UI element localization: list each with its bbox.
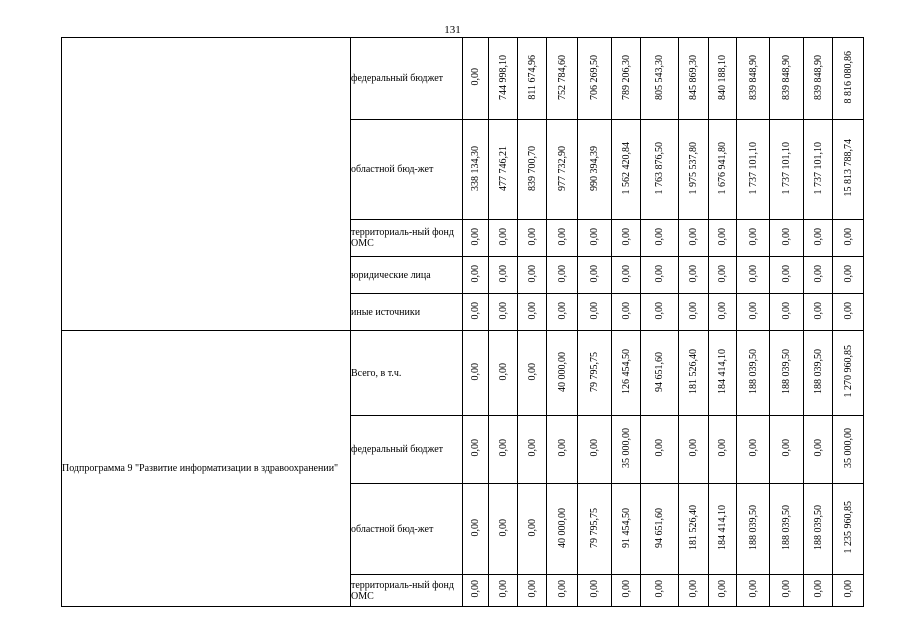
amount-value: 0,00 [781, 264, 792, 283]
amount-value: 0,00 [842, 264, 854, 283]
amount-cell [709, 257, 737, 294]
amount-value: 0,00 [747, 439, 759, 457]
amount-cell [833, 120, 864, 220]
amount-cell [518, 257, 547, 294]
amount-value: 188 039,50 [781, 505, 792, 550]
amount-value: 35 000,00 [842, 428, 854, 468]
amount-cell [463, 575, 489, 607]
amount-cell [489, 294, 518, 331]
amount-value: 839 848,90 [812, 54, 824, 100]
amount-value: 0,00 [497, 518, 509, 537]
amount-value: 805 543,30 [654, 54, 665, 100]
amount-cell [578, 120, 612, 220]
funding-source-cell: областной бюд-жет [351, 120, 463, 220]
amount-cell [833, 220, 864, 257]
amount-value: 0,00 [747, 227, 759, 246]
amount-cell [679, 575, 709, 607]
amount-cell [463, 331, 489, 416]
amount-cell [737, 575, 770, 607]
amount-value: 94 651,60 [654, 507, 665, 548]
amount-cell [578, 484, 612, 575]
amount-cell [804, 257, 833, 294]
amount-cell [612, 416, 641, 484]
amount-value: 40 000,00 [556, 507, 568, 548]
amount-value: 0,00 [842, 227, 854, 246]
amount-value: 0,00 [620, 227, 632, 246]
amount-cell [518, 120, 547, 220]
amount-value: 1 737 101,10 [747, 141, 759, 195]
amount-value: 845 869,30 [688, 54, 699, 100]
amount-cell [737, 257, 770, 294]
amount-value: 0,00 [688, 580, 699, 598]
amount-value: 0,00 [812, 580, 824, 598]
amount-cell [804, 484, 833, 575]
amount-cell [737, 331, 770, 416]
amount-cell [641, 331, 679, 416]
amount-value: 990 394,39 [589, 145, 600, 191]
amount-value: 0,00 [556, 264, 568, 283]
amount-value: 839 700,70 [526, 145, 538, 191]
amount-value: 0,00 [620, 580, 632, 598]
amount-value: 0,00 [526, 580, 538, 598]
funding-source-cell: федеральный бюджет [351, 416, 463, 484]
amount-value: 1 235 960,85 [842, 501, 854, 554]
amount-cell [547, 294, 578, 331]
amount-cell [547, 331, 578, 416]
amount-value: 181 526,40 [688, 505, 699, 550]
amount-value: 0,00 [688, 439, 699, 457]
amount-cell [547, 575, 578, 607]
amount-value: 839 848,90 [747, 54, 759, 100]
amount-value: 1 270 960,85 [842, 345, 854, 398]
amount-cell [578, 220, 612, 257]
table-row [62, 38, 864, 120]
amount-value: 0,00 [526, 227, 538, 246]
amount-cell [463, 220, 489, 257]
amount-cell [737, 220, 770, 257]
amount-cell [547, 120, 578, 220]
amount-value: 0,00 [470, 68, 481, 86]
amount-cell [737, 294, 770, 331]
amount-cell [489, 257, 518, 294]
amount-value: 840 188,10 [717, 54, 728, 100]
amount-cell [709, 120, 737, 220]
budget-table [61, 37, 864, 607]
amount-cell [770, 294, 804, 331]
amount-value: 0,00 [717, 580, 728, 598]
amount-value: 0,00 [812, 264, 824, 283]
amount-value: 0,00 [556, 580, 568, 598]
amount-cell [612, 331, 641, 416]
amount-value: 0,00 [717, 264, 728, 283]
amount-cell [641, 484, 679, 575]
amount-value: 0,00 [717, 439, 728, 457]
amount-value: 0,00 [556, 301, 568, 320]
amount-value: 188 039,50 [781, 349, 792, 394]
amount-value: 1 737 101,10 [781, 141, 792, 195]
amount-value: 1 562 420,84 [620, 141, 632, 195]
amount-value: 126 454,50 [620, 349, 632, 394]
amount-cell [804, 220, 833, 257]
amount-value: 0,00 [688, 227, 699, 246]
amount-value: 0,00 [620, 301, 632, 320]
amount-value: 0,00 [470, 439, 481, 457]
amount-value: 188 039,50 [747, 349, 759, 394]
amount-value: 0,00 [589, 264, 600, 283]
amount-value: 35 000,00 [620, 428, 632, 468]
amount-cell [612, 484, 641, 575]
amount-cell [641, 257, 679, 294]
amount-value: 0,00 [470, 518, 481, 537]
amount-cell [709, 220, 737, 257]
amount-value: 0,00 [556, 227, 568, 246]
amount-value: 0,00 [654, 227, 665, 246]
amount-cell [709, 38, 737, 120]
amount-value: 0,00 [589, 439, 600, 457]
amount-value: 0,00 [589, 227, 600, 246]
amount-value: 0,00 [688, 264, 699, 283]
amount-value: 94 651,60 [654, 351, 665, 392]
amount-cell [833, 484, 864, 575]
amount-cell [641, 38, 679, 120]
amount-cell [518, 331, 547, 416]
amount-value: 8 816 080,86 [842, 50, 854, 104]
amount-cell [679, 484, 709, 575]
amount-value: 0,00 [526, 362, 538, 381]
program-name-cell: Подпрограмма 9 "Развитие информатизации в здравоохранении" [62, 331, 351, 607]
amount-value: 0,00 [717, 227, 728, 246]
amount-cell [737, 484, 770, 575]
amount-value: 0,00 [470, 301, 481, 320]
amount-cell [641, 575, 679, 607]
amount-cell [679, 294, 709, 331]
amount-value: 0,00 [470, 362, 481, 381]
amount-cell [770, 220, 804, 257]
amount-value: 0,00 [497, 362, 509, 381]
amount-value: 15 813 788,74 [842, 139, 854, 197]
amount-value: 0,00 [526, 264, 538, 283]
page-number: 131 [444, 24, 461, 36]
amount-cell [770, 257, 804, 294]
amount-cell [679, 331, 709, 416]
amount-value: 0,00 [526, 301, 538, 320]
amount-value: 188 039,50 [747, 505, 759, 550]
amount-value: 0,00 [747, 301, 759, 320]
amount-cell [709, 294, 737, 331]
amount-value: 744 998,10 [497, 54, 509, 100]
amount-value: 0,00 [589, 580, 600, 598]
amount-cell [489, 416, 518, 484]
amount-cell [489, 484, 518, 575]
amount-cell [804, 416, 833, 484]
amount-cell [679, 220, 709, 257]
amount-value: 0,00 [812, 227, 824, 246]
amount-cell [612, 220, 641, 257]
amount-cell [518, 484, 547, 575]
amount-cell [612, 257, 641, 294]
amount-value: 839 848,90 [781, 54, 792, 100]
amount-cell [804, 120, 833, 220]
amount-cell [709, 416, 737, 484]
amount-value: 0,00 [470, 264, 481, 283]
amount-value: 1 737 101,10 [812, 141, 824, 195]
amount-value: 0,00 [654, 580, 665, 598]
table-body [62, 38, 864, 607]
amount-value: 184 414,10 [717, 349, 728, 394]
amount-cell [489, 575, 518, 607]
amount-cell [679, 120, 709, 220]
amount-value: 1 676 941,80 [717, 141, 728, 195]
amount-value: 0,00 [497, 580, 509, 598]
amount-value: 79 795,75 [589, 507, 600, 548]
amount-value: 0,00 [556, 439, 568, 457]
amount-cell [770, 575, 804, 607]
amount-cell [612, 294, 641, 331]
amount-cell [547, 38, 578, 120]
funding-source-cell: областной бюд-жет [351, 484, 463, 575]
amount-cell [770, 484, 804, 575]
amount-cell [578, 294, 612, 331]
amount-value: 40 000,00 [556, 351, 568, 392]
amount-cell [463, 257, 489, 294]
amount-cell [463, 416, 489, 484]
amount-cell [770, 38, 804, 120]
amount-cell [804, 331, 833, 416]
amount-value: 0,00 [747, 580, 759, 598]
amount-cell [518, 575, 547, 607]
amount-cell [463, 484, 489, 575]
amount-cell [612, 38, 641, 120]
funding-source-cell: федеральный бюджет [351, 38, 463, 120]
amount-cell [833, 575, 864, 607]
amount-value: 79 795,75 [589, 351, 600, 392]
amount-cell [641, 416, 679, 484]
amount-value: 188 039,50 [812, 349, 824, 394]
funding-source-cell: Всего, в т.ч. [351, 331, 463, 416]
amount-value: 0,00 [781, 580, 792, 598]
funding-source-cell: территориаль-ный фонд ОМС [351, 220, 463, 257]
amount-cell [804, 575, 833, 607]
amount-cell [804, 38, 833, 120]
amount-cell [833, 257, 864, 294]
amount-cell [709, 575, 737, 607]
amount-value: 0,00 [589, 301, 600, 320]
amount-value: 789 206,30 [620, 54, 632, 100]
amount-cell [578, 575, 612, 607]
amount-value: 0,00 [526, 518, 538, 537]
amount-value: 0,00 [842, 301, 854, 320]
funding-source-cell: юридические лица [351, 257, 463, 294]
amount-cell [612, 575, 641, 607]
amount-value: 706 269,50 [589, 54, 600, 100]
amount-cell [641, 220, 679, 257]
amount-value: 0,00 [781, 301, 792, 320]
amount-value: 0,00 [654, 439, 665, 457]
amount-value: 0,00 [842, 580, 854, 598]
amount-cell [489, 120, 518, 220]
amount-cell [489, 38, 518, 120]
amount-cell [547, 257, 578, 294]
funding-source-cell: территориаль-ный фонд ОМС [351, 575, 463, 607]
amount-value: 91 454,50 [620, 507, 632, 548]
amount-cell [547, 416, 578, 484]
table-row [62, 331, 864, 416]
amount-value: 0,00 [497, 227, 509, 246]
amount-cell [709, 331, 737, 416]
amount-cell [641, 120, 679, 220]
amount-cell [518, 294, 547, 331]
amount-value: 0,00 [654, 301, 665, 320]
amount-value: 477 746,21 [497, 145, 509, 191]
amount-cell [578, 257, 612, 294]
amount-cell [489, 331, 518, 416]
amount-value: 338 134,30 [470, 145, 481, 191]
amount-cell [737, 120, 770, 220]
amount-cell [518, 416, 547, 484]
funding-source-cell: иные источники [351, 294, 463, 331]
amount-cell [709, 484, 737, 575]
program-name-cell [62, 38, 351, 331]
amount-cell [547, 220, 578, 257]
amount-value: 0,00 [781, 227, 792, 246]
amount-value: 0,00 [470, 580, 481, 598]
amount-cell [489, 220, 518, 257]
amount-value: 184 414,10 [717, 505, 728, 550]
amount-cell [770, 120, 804, 220]
amount-cell [612, 120, 641, 220]
amount-value: 0,00 [526, 439, 538, 457]
amount-cell [547, 484, 578, 575]
amount-value: 1 763 876,50 [654, 141, 665, 195]
amount-cell [833, 331, 864, 416]
amount-cell [737, 38, 770, 120]
amount-value: 977 732,90 [556, 145, 568, 191]
amount-value: 0,00 [812, 439, 824, 457]
amount-value: 188 039,50 [812, 505, 824, 550]
amount-cell [804, 294, 833, 331]
amount-value: 0,00 [654, 264, 665, 283]
amount-value: 1 975 537,80 [688, 141, 699, 195]
amount-value: 0,00 [620, 264, 632, 283]
amount-value: 0,00 [497, 264, 509, 283]
amount-value: 0,00 [812, 301, 824, 320]
amount-cell [679, 257, 709, 294]
amount-cell [770, 331, 804, 416]
amount-value: 0,00 [497, 439, 509, 457]
amount-cell [578, 416, 612, 484]
amount-cell [833, 416, 864, 484]
amount-value: 0,00 [470, 227, 481, 246]
amount-value: 181 526,40 [688, 349, 699, 394]
amount-value: 0,00 [717, 301, 728, 320]
amount-value: 752 784,60 [556, 54, 568, 100]
amount-cell [641, 294, 679, 331]
amount-value: 811 674,96 [526, 54, 538, 100]
amount-cell [770, 416, 804, 484]
amount-cell [833, 294, 864, 331]
amount-value: 0,00 [497, 301, 509, 320]
amount-value: 0,00 [781, 439, 792, 457]
amount-cell [679, 38, 709, 120]
amount-cell [463, 38, 489, 120]
amount-cell [518, 38, 547, 120]
amount-cell [737, 416, 770, 484]
amount-cell [679, 416, 709, 484]
amount-cell [578, 38, 612, 120]
amount-value: 0,00 [747, 264, 759, 283]
amount-value: 0,00 [688, 301, 699, 320]
amount-cell [463, 294, 489, 331]
amount-cell [518, 220, 547, 257]
amount-cell [578, 331, 612, 416]
amount-cell [463, 120, 489, 220]
amount-cell [833, 38, 864, 120]
